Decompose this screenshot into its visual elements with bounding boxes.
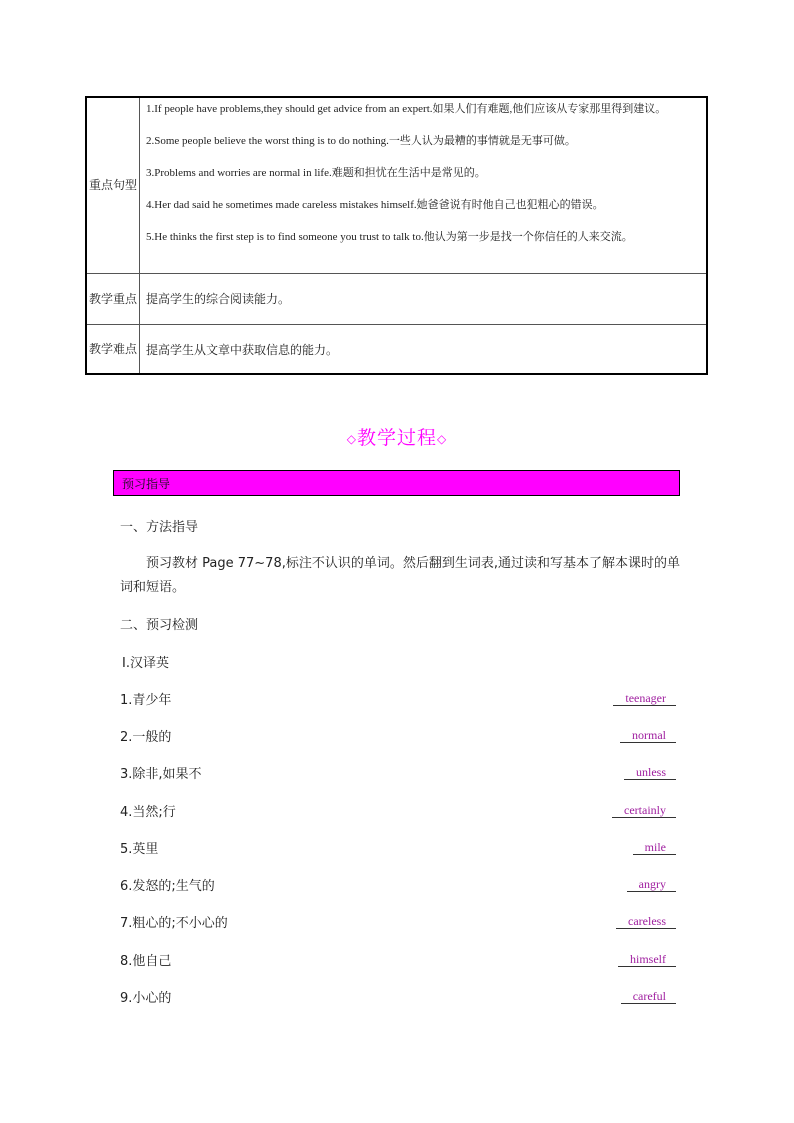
method-heading: 一、方法指导 <box>120 520 199 535</box>
teaching-focus-content <box>140 273 708 324</box>
vocab-item <box>120 726 676 746</box>
table-row-key-sentences <box>86 97 707 273</box>
teaching-difficulty-label: 教学难点 <box>86 324 140 374</box>
vocab-question: 3.除非,如果不 <box>120 767 202 782</box>
teaching-difficulty-text: 提高学生从文章中获取信息的能力。 <box>146 342 339 357</box>
vocab-item <box>120 987 676 1007</box>
vocab-item <box>120 801 676 821</box>
table-row-teaching-focus <box>86 273 707 324</box>
vocab-answer: careless <box>616 914 676 929</box>
vocab-item <box>120 912 676 932</box>
vocab-question: 7.粗心的;不小心的 <box>120 916 228 931</box>
diamond-left-icon: ◇ <box>346 432 357 446</box>
vocab-answer: careful <box>621 989 676 1004</box>
teaching-focus-text: 提高学生的综合阅读能力。 <box>146 291 291 306</box>
vocab-question: 6.发怒的;生气的 <box>120 879 215 894</box>
vocab-question: 2.一般的 <box>120 730 172 745</box>
key-sentences-label: 重点句型 <box>86 97 140 273</box>
vocab-answer: normal <box>620 728 676 743</box>
translation-subheading: Ⅰ.汉译英 <box>122 656 169 671</box>
vocab-answer: angry <box>627 877 676 892</box>
key-sentences-content <box>140 97 708 273</box>
teaching-focus-label: 教学重点 <box>86 273 140 324</box>
info-table <box>85 96 708 375</box>
vocab-answer: mile <box>633 840 676 855</box>
vocab-answer: unless <box>624 765 676 780</box>
preview-banner: 预习指导 <box>113 470 680 496</box>
vocab-item <box>120 950 676 970</box>
diamond-right-icon: ◇ <box>437 432 448 446</box>
method-paragraph: 预习教材 Page 77~78,标注不认识的单词。然后翻到生词表,通过读和写基本了解本课时的单词和短语。 <box>120 556 680 595</box>
sentence-2: 2.Some people believe the worst thing is to do nothing.一些人认为最糟的事情就是无事可做。 <box>146 135 576 147</box>
vocab-question: 1.青少年 <box>120 693 172 708</box>
sentence-4: 4.Her dad said he sometimes made careless mistakes himself.她爸爸说有时他自己也犯粗心的错误。 <box>146 199 604 211</box>
vocab-question: 5.英里 <box>120 842 159 857</box>
vocab-answer: himself <box>618 952 676 967</box>
vocab-item <box>120 838 676 858</box>
vocab-question: 4.当然;行 <box>120 805 176 820</box>
preview-check-heading: 二、预习检测 <box>120 618 199 633</box>
table-row-teaching-difficulty <box>86 324 707 374</box>
sentence-1: 1.If people have problems,they should get advice from an expert.如果人们有难题,他们应该从专家那里得到建议。 <box>146 103 667 115</box>
teaching-difficulty-content <box>140 324 708 374</box>
vocab-answer: teenager <box>613 691 676 706</box>
vocab-item <box>120 689 676 709</box>
sentence-3: 3.Problems and worries are normal in life.难题和担忧在生活中是常见的。 <box>146 167 486 179</box>
section-title-text: 教学过程 <box>356 427 437 449</box>
section-title <box>0 423 794 450</box>
vocab-item <box>120 763 676 783</box>
vocab-question: 9.小心的 <box>120 991 172 1006</box>
vocab-answer: certainly <box>612 803 676 818</box>
vocab-question: 8.他自己 <box>120 954 172 969</box>
vocab-item <box>120 875 676 895</box>
sentence-5: 5.He thinks the first step is to find someone you trust to talk to.他认为第一步是找一个你信任的人来交流。 <box>146 231 633 243</box>
